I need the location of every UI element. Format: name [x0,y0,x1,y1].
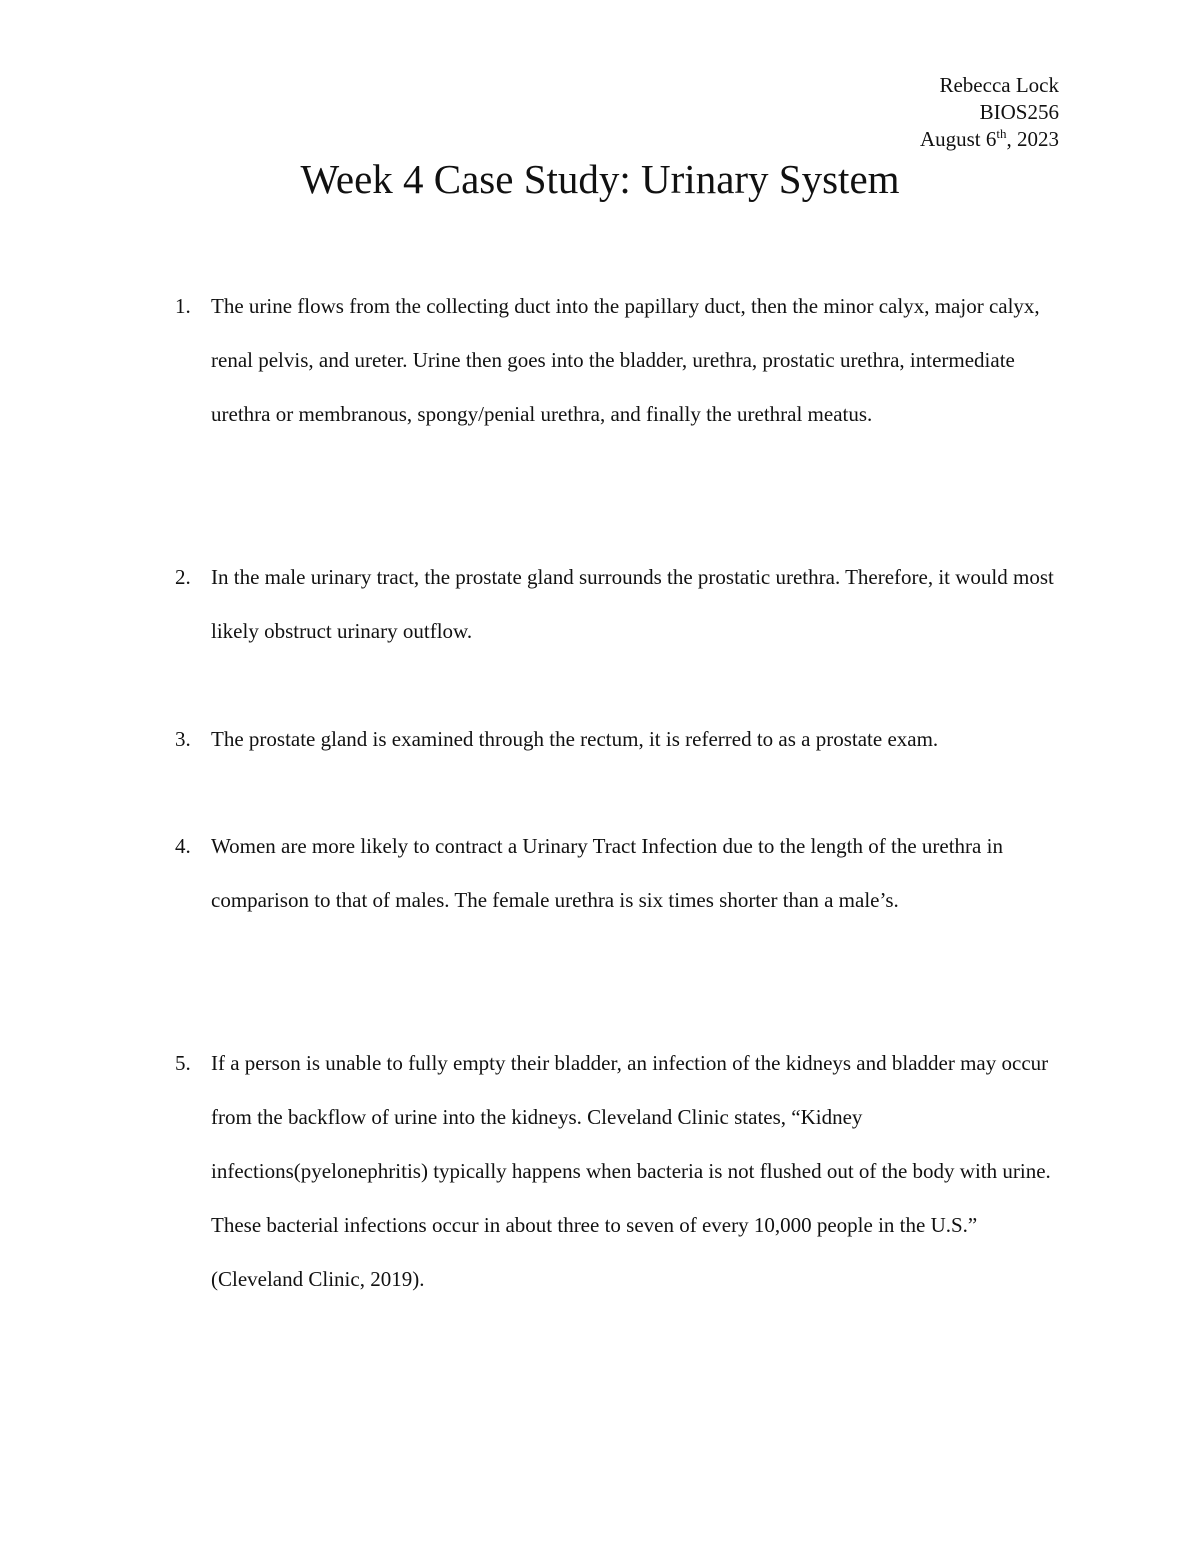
date-month-day: August 6 [919,127,997,151]
page-title: Week 4 Case Study: Urinary System [300,156,900,202]
date-year: , 2023 [1006,127,1059,151]
answer-number: 1. [175,294,191,318]
answer-number: 5. [175,1051,191,1075]
answer-text: In the male urinary tract, the prostate gland surrounds the prostatic urethra. Therefore, it would most likely obstruct urinary outflow. [211,565,1054,643]
answer-3 [175,712,1061,766]
course-code: BIOS256 [979,100,1059,124]
header-block [920,72,1059,153]
date-suffix: th [996,126,1007,141]
answer-number: 2. [175,565,191,589]
date [920,126,1059,153]
answer-text: The prostate gland is examined through the rectum, it is referred to as a prostate exam. [211,727,939,751]
answer-number: 4. [175,834,191,858]
answer-text: If a person is unable to fully empty their bladder, an infection of the kidneys and bladder may occur from the backflow of urine into the kidneys. Cleveland Clinic states, “Kidney infections(pyelonephritis) typically happens when bacteria is not flushed out of the body with urine. These bacterial infections occur in about three to seven of every 10,000 people in the U.S.” (Cleveland Clinic, 2019). [211,1051,1051,1291]
answer-number: 3. [175,727,191,751]
author-name: Rebecca Lock [939,73,1059,97]
answer-2 [175,550,1061,658]
answer-text: Women are more likely to contract a Urinary Tract Infection due to the length of the urethra in comparison to that of males. The female urethra is six times shorter than a male’s. [211,834,1003,912]
answer-text: The urine flows from the collecting duct into the papillary duct, then the minor calyx, major calyx, renal pelvis, and ureter. Urine then goes into the bladder, urethra, prostatic urethra, intermediate urethra or membranous, spongy/penial urethra, and finally the urethral meatus. [211,294,1040,426]
answer-4 [175,819,1061,927]
answer-5 [175,1036,1061,1306]
answer-1 [175,279,1061,441]
